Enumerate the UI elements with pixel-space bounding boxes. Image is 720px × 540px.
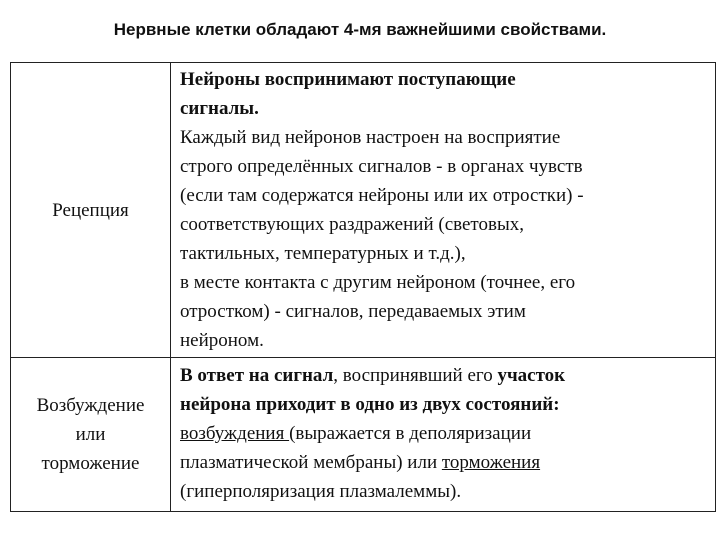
- description-line: строго определённых сигналов - в органах чувств: [180, 156, 583, 177]
- description-bold-line: Нейроны воспринимают поступающие: [180, 69, 516, 90]
- description-line: (если там содержатся нейроны или их отростки) -: [180, 185, 584, 206]
- description-bold-line: сигналы.: [180, 98, 259, 119]
- property-label-line: или: [75, 424, 106, 445]
- description-line: (гиперполяризация плазмалеммы).: [180, 481, 462, 502]
- properties-table: [10, 62, 716, 512]
- description-line: [180, 448, 710, 477]
- description-line: тактильных, температурных и т.д.),: [180, 243, 466, 264]
- plain-text: , воспринявший его: [333, 365, 498, 386]
- description-line: [180, 419, 710, 448]
- description-line: соответствующих раздражений (световых,: [180, 214, 524, 235]
- description-bold-line: нейрона приходит в одно из двух состояний:: [180, 394, 560, 415]
- page-title: Нервные клетки обладают 4-мя важнейшими свойствами.: [113, 20, 607, 39]
- property-cell-excitation: [11, 358, 170, 511]
- description-line: нейроном.: [180, 330, 264, 351]
- property-label-line: торможение: [41, 453, 140, 474]
- description-cell-excitation: [180, 361, 710, 506]
- underlined-term: торможения: [441, 452, 541, 473]
- description-line: [180, 361, 710, 390]
- description-line: Каждый вид нейронов настроен на восприятие: [180, 127, 561, 148]
- description-line: отростком) - сигналов, передаваемых этим: [180, 301, 526, 322]
- plain-text: плазматической мембраны) или: [180, 452, 442, 473]
- property-label-line: Возбуждение: [36, 395, 145, 416]
- bold-text: участок: [497, 365, 566, 386]
- description-cell-reception: [180, 65, 710, 355]
- bold-text: В ответ на сигнал: [180, 365, 334, 386]
- description-line: в месте контакта с другим нейроном (точнее, его: [180, 272, 576, 293]
- property-cell-reception: [11, 63, 170, 357]
- underlined-term: возбуждения: [180, 423, 290, 444]
- plain-text: (выражается в деполяризации: [289, 423, 532, 444]
- property-label-reception: Рецепция: [52, 199, 129, 221]
- column-divider: [170, 63, 171, 511]
